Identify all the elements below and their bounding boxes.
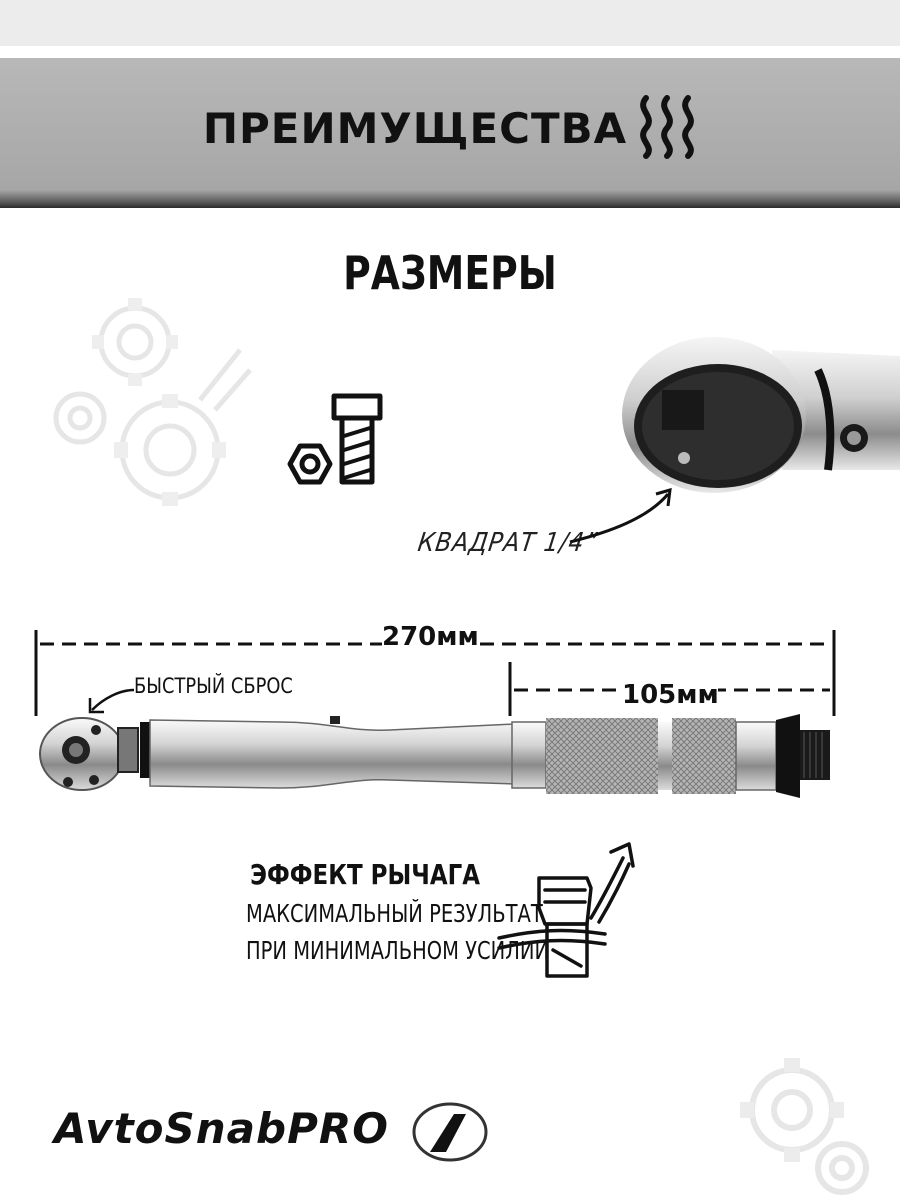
fist-lever-icon (495, 838, 640, 978)
torque-wrench-image (30, 700, 850, 810)
bolt-nut-icon (282, 390, 386, 490)
section-title: РАЗМЕРЫ (343, 246, 557, 300)
top-strip (0, 0, 900, 46)
lever-effect-block (180, 858, 550, 965)
handle-length-label: 105мм (622, 680, 719, 710)
brand-name: AvtoSnabPRO (54, 1104, 389, 1153)
arrow-icon (560, 480, 680, 550)
quick-reset-label: БЫСТРЫЙ СБРОС (134, 674, 293, 698)
lever-line-1: МАКСИМАЛЬНЫЙ РЕЗУЛЬТАТ (246, 899, 543, 928)
total-length-label: 270мм (382, 622, 479, 652)
ratchet-head-image (622, 330, 900, 500)
banner-title: ПРЕИМУЩЕСТВА (202, 104, 628, 153)
heat-waves-icon (632, 92, 702, 162)
gears-background-icon (40, 290, 270, 530)
gear-background-icon (730, 1040, 890, 1200)
lever-title: ЭФФЕКТ РЫЧАГА (250, 858, 480, 891)
square-drive-label: КВАДРАТ 1/4” (415, 528, 600, 558)
brand-logo-icon (410, 1100, 490, 1164)
lever-line-2: ПРИ МИНИМАЛЬНОМ УСИЛИИ (246, 936, 550, 965)
